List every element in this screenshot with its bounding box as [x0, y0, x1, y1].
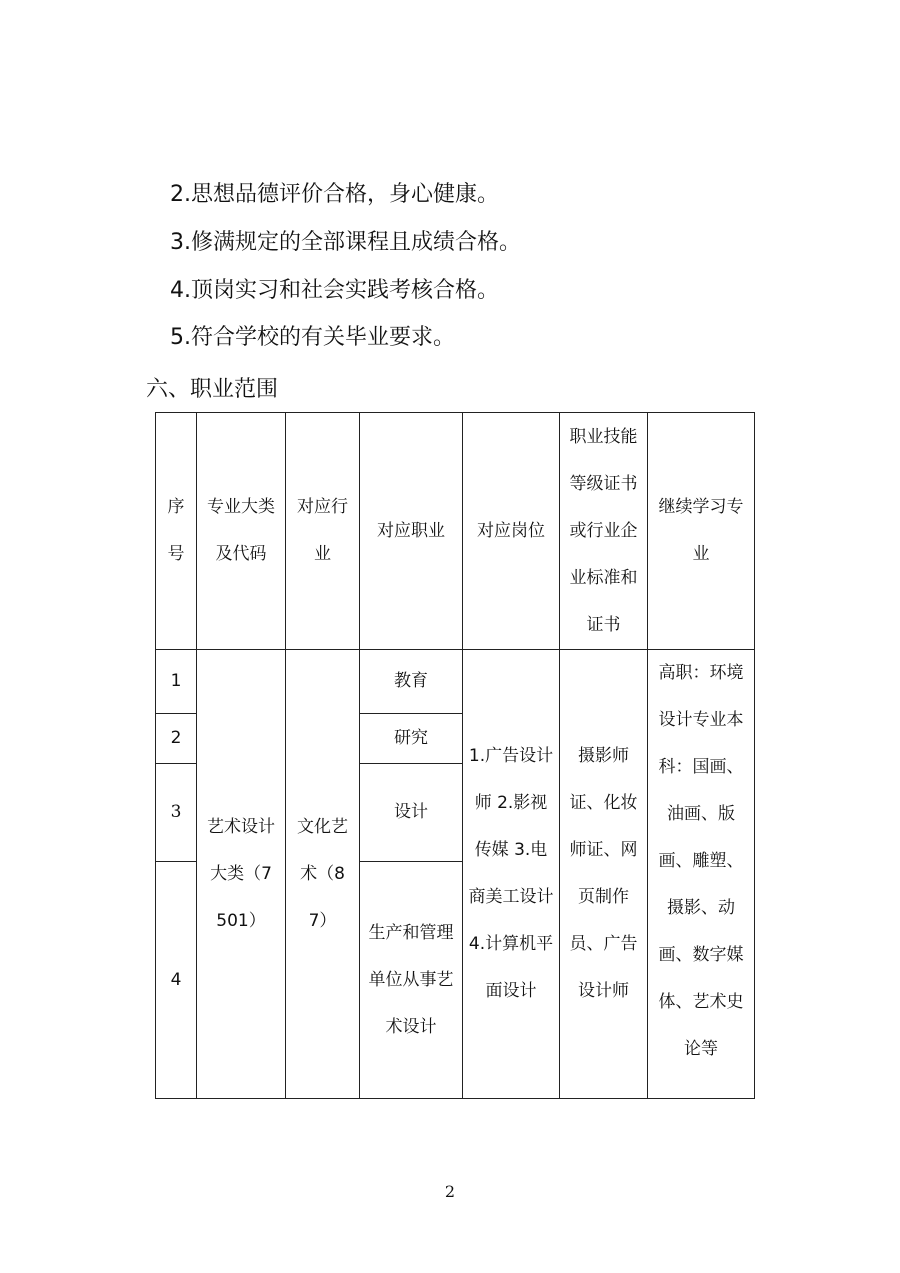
row-occupation: 设计: [360, 764, 463, 862]
header-further-study: 继续学习专业: [648, 413, 755, 650]
row-occupation: 教育: [360, 650, 463, 714]
requirement-item: 2.思想品德评价合格，身心健康。: [170, 182, 499, 207]
header-major-category: 专业大类及代码: [197, 413, 286, 650]
header-occupation: 对应职业: [360, 413, 463, 650]
table-row: [156, 650, 755, 714]
industry-cell: 文化艺术（87）: [286, 650, 360, 1099]
career-scope-table: [155, 412, 755, 1099]
row-seq: 3: [156, 764, 197, 862]
row-seq: 4: [156, 862, 197, 1099]
row-seq: 2: [156, 714, 197, 764]
table-header-row: [156, 413, 755, 650]
row-occupation: 生产和管理单位从事艺术设计: [360, 862, 463, 1099]
requirement-item: 3.修满规定的全部课程且成绩合格。: [170, 230, 521, 255]
positions-cell: 1.广告设计师 2.影视传媒 3.电商美工设计 4.计算机平面设计: [463, 650, 560, 1099]
header-industry: 对应行业: [286, 413, 360, 650]
requirement-item: 4.顶岗实习和社会实践考核合格。: [170, 278, 499, 303]
certificates-cell: 摄影师证、化妆师证、网页制作员、广告设计师: [560, 650, 648, 1099]
section-heading: 六、职业范围: [146, 377, 279, 402]
row-seq: 1: [156, 650, 197, 714]
major-category-cell: 艺术设计大类（7501）: [197, 650, 286, 1099]
row-occupation: 研究: [360, 714, 463, 764]
further-study-cell: 高职：环境设计专业本科：国画、油画、版画、雕塑、摄影、动画、数字媒体、艺术史论等: [648, 650, 755, 1099]
page-number: 2: [444, 1182, 456, 1201]
header-positions: 对应岗位: [463, 413, 560, 650]
header-seq: 序号: [156, 413, 197, 650]
requirement-item: 5.符合学校的有关毕业要求。: [170, 325, 455, 350]
header-certificates: 职业技能等级证书或行业企业标准和证书: [560, 413, 648, 650]
